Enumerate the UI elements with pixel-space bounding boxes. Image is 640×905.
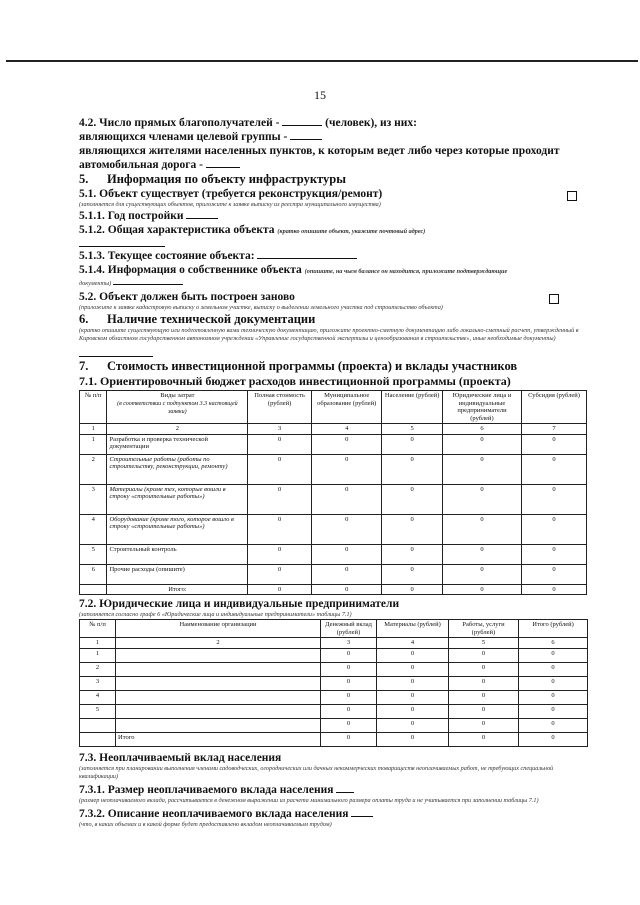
legal-row: 0 0 0 0 (80, 718, 588, 732)
header-rule (6, 60, 638, 62)
organization-name-cell[interactable] (116, 690, 321, 704)
organization-name-cell[interactable] (116, 648, 321, 662)
budget-subtitle: 7.1. Ориентировочный бюджет расходов инвестиционной программы (проекта) (79, 374, 511, 388)
unpaid-size-line: 7.3.1. Размер неоплачиваемого вклада населения (79, 783, 587, 797)
road-blank[interactable] (206, 158, 240, 168)
legal-row: 1 0 0 0 0 (80, 648, 588, 662)
legal-total-row: Итого 0 0 0 0 (80, 732, 588, 746)
current-state-blank[interactable] (257, 249, 357, 259)
new-build-line: 5.2. Объект должен быть построен заново (79, 290, 587, 304)
new-build-checkbox[interactable] (549, 294, 559, 304)
object-exists-note: (заполняется для существующих объектов, приложите к заявке выписку из реестра муниципального имущества) (79, 201, 381, 208)
budget-row: 4 Оборудование (кроме того, которое вошло в строку «строительные работы») 0 0 0 0 0 (80, 514, 587, 544)
organization-name-cell[interactable] (116, 676, 321, 690)
road-line: автомобильная дорога - (79, 158, 587, 172)
owner-info-note-cont: документы) (79, 279, 587, 288)
budget-row: 5 Строительный контроль 0 0 0 0 0 (80, 544, 587, 564)
build-year-line: 5.1.1. Год постройки (79, 209, 587, 223)
budget-table-header: № п/п Виды затрат (в соответствии с подпунктом 3.3 настоящей заявки) Полная стоимость (рублей) Муниципальное образование (рублей) Население (рублей) Юридические лица и индивидуальные предприниматели (рублей) Субсидия (рублей) (80, 391, 587, 424)
unpaid-description-note: (что, в каких объемах и в какой форме будет предоставлено вкладом неоплачиваемым трудом) (79, 820, 332, 828)
unpaid-contribution-note: (заполняется при планировании выполнения членами садоводческих, огороднических или дачных некоммерческих товариществ неоплачиваемых работ, не требующих специальной квалификации) (79, 764, 554, 780)
unpaid-contribution-title: 7.3. Неоплачиваемый вклад населения (79, 751, 282, 764)
build-year-blank[interactable] (186, 209, 218, 219)
owner-info-blank[interactable] (113, 279, 183, 285)
tech-docs-note: (кратко опишите существующую или подготовленную вами техническую документацию, приложите проектно-сметную документацию либо локально-сметный расчет, утвержденный в Кировском областном государственном автономном учреждении «Управление государственной экспертизы и ценообразования в строительстве», иные необходимые документы) (79, 327, 579, 342)
budget-table (79, 390, 587, 595)
organization-name-cell[interactable] (116, 704, 321, 718)
unpaid-description-line: 7.3.2. Описание неоплачиваемого вклада населения (79, 807, 587, 821)
legal-row: 4 0 0 0 0 (80, 690, 588, 704)
legal-entities-note: (заполняется согласно графе 6 «Юридические лица и индивидуальные предприниматели» таблицы 7.1) (79, 611, 352, 618)
legal-col-numbers: 1 2 3 4 5 6 (80, 638, 588, 649)
beneficiaries-blank[interactable] (282, 116, 322, 126)
owner-info-line: 5.1.4. Информация о собственнике объекта (опишите, на чьем балансе он находится, приложите подтверждающие (79, 264, 508, 276)
budget-total-row: Итого: 0 0 0 0 0 (80, 584, 587, 595)
page-number: 15 (314, 88, 326, 102)
budget-row: 6 Прочие расходы (опишите) 0 0 0 0 0 (80, 564, 587, 584)
object-description-line: 5.1.2. Общая характеристика объекта (кратко опишите объект, укажите почтовый адрес) (79, 224, 426, 236)
unpaid-size-blank[interactable] (336, 783, 354, 793)
legal-row: 2 0 0 0 0 (80, 662, 588, 676)
object-exists-line: 5.1. Объект существует (требуется реконструкция/ремонт) (79, 187, 587, 201)
target-group-blank[interactable] (290, 130, 322, 140)
legal-row: 5 0 0 0 0 (80, 704, 588, 718)
beneficiaries-line: 4.2. Число прямых благополучателей - (человек), из них: (79, 117, 417, 129)
section-7-title: 7. Стоимость инвестиционной программы (проекта) и вклады участников (79, 359, 518, 373)
current-state-line: 5.1.3. Текущее состояние объекта: (79, 249, 587, 263)
legal-entities-table (79, 619, 588, 747)
form-content (79, 116, 587, 829)
unpaid-description-blank[interactable] (351, 807, 373, 817)
budget-row: 3 Материалы (кроме тех, которые вошли в строку «строительные работы») 0 0 0 0 0 (80, 484, 587, 514)
budget-row: 2 Строительные работы (работы по строительству, реконструкции, ремонту) 0 0 0 0 0 (80, 454, 587, 484)
target-group-line: являющихся членами целевой группы - (79, 130, 587, 144)
new-build-note: (приложите к заявке кадастровую выписку о земельном участке, выписку о выделении земельного участка под строительство объекта) (79, 304, 443, 311)
organization-name-cell[interactable] (116, 662, 321, 676)
legal-row: 3 0 0 0 0 (80, 676, 588, 690)
budget-col-numbers: 1 2 3 4 5 6 7 (80, 424, 587, 435)
section-5-title: 5. Информация по объекту инфраструктуры (79, 172, 346, 186)
object-exists-checkbox[interactable] (567, 191, 577, 201)
legal-table-header: № п/п Наименование организации Денежный вклад (рублей) Материалы (рублей) Работы, услуги (рублей) Итого (рублей) (80, 620, 588, 638)
section-6-title: 6. Наличие технической документации (79, 312, 316, 326)
organization-name-cell[interactable] (116, 718, 321, 732)
unpaid-size-note: (размер неоплачиваемого вклада, рассчитывается в денежном выражении из расчета минимального размера оплаты труда и не учитывается при заполнении таблицы 7.1) (79, 796, 539, 804)
residents-line: являющихся жителями населенных пунктов, к которым ведет либо через которые проходит (79, 145, 560, 157)
legal-entities-title: 7.2. Юридические лица и индивидуальные предприниматели (79, 598, 400, 610)
budget-row: 1 Разработка и проверка технической документации 0 0 0 0 0 (80, 434, 587, 454)
